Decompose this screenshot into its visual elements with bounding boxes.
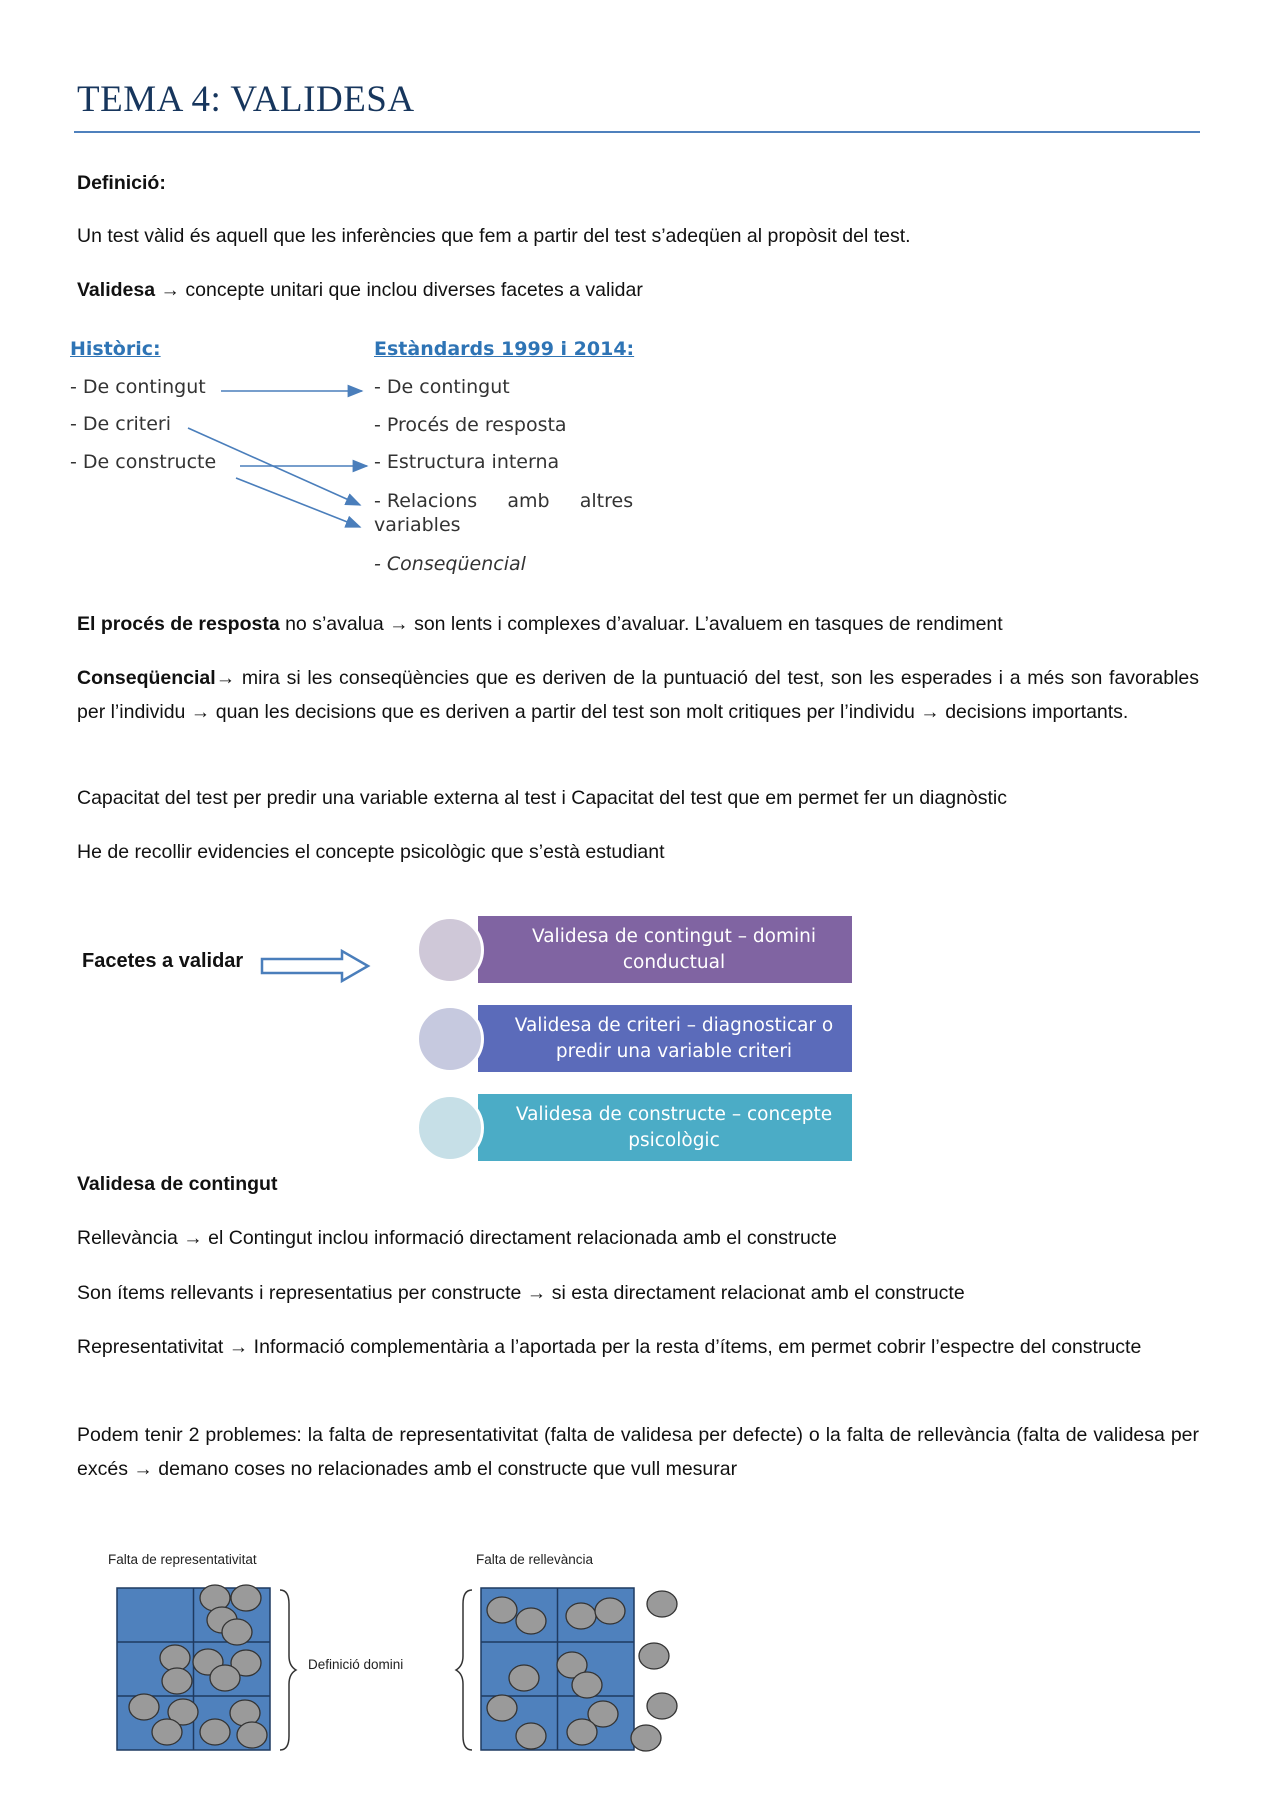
- facet-constructe-circle: [416, 1094, 484, 1162]
- facet-criteri-circle: [416, 1005, 484, 1073]
- standards-item: - Relacions amb altres: [374, 490, 634, 512]
- items-paragraph: Son ítems rellevants i representatius per constructe → si esta directament relacionat amb el constructe: [77, 1282, 965, 1304]
- right-brace: [280, 1590, 296, 1750]
- validesa-line: Validesa → concepte unitari que inclou diverses facetes a validar: [77, 279, 643, 301]
- left-figure-caption: Falta de representativitat: [108, 1552, 257, 1567]
- historic-item: - De constructe: [70, 451, 217, 473]
- historic-heading: Històric:: [70, 338, 161, 360]
- standards-heading: Estàndards 1999 i 2014:: [374, 338, 635, 360]
- historic-item: - De contingut: [70, 376, 206, 398]
- outside-items: [631, 1591, 677, 1751]
- rellevancia-paragraph: Rellevància → el Contingut inclou informació directament relacionada amb el constructe: [77, 1227, 837, 1249]
- consequencial-paragraph: Conseqüencial→ mira si les conseqüències que es deriven de la puntuació del test, son les esperades i a més son favorables per l’individu → quan les decisions que es deriven a partir del test son molt critiques per l’individu → decisions importants.: [77, 667, 1199, 723]
- standards-item: - De contingut: [374, 376, 510, 398]
- page-title: TEMA 4: VALIDESA: [77, 79, 415, 120]
- facet-contingut-circle: [416, 916, 484, 984]
- representativitat-paragraph: Representativitat → Informació complementària a l’aportada per la resta d’ítems, em permet cobrir l’espectre del constructe: [77, 1336, 1142, 1358]
- contingut-heading: Validesa de contingut: [77, 1173, 278, 1195]
- capacitat-paragraph: Capacitat del test per predir una variable externa al test i Capacitat del test que em permet fer un diagnòstic: [77, 787, 1008, 809]
- domain-figure: [0, 1570, 720, 1760]
- standards-item: - Estructura interna: [374, 451, 560, 473]
- hollow-arrow-icon: [260, 948, 372, 984]
- facet-contingut: Validesa de contingut – domini conductual: [478, 916, 852, 983]
- standards-item: - Procés de resposta: [374, 414, 567, 436]
- mapping-arrows: [0, 0, 1280, 600]
- left-brace: [456, 1590, 472, 1750]
- arrow-constructe-b: [236, 478, 360, 527]
- problemes-paragraph: Podem tenir 2 problemes: la falta de representativitat (falta de validesa per defecte) o la falta de rellevància (falta de validesa per excés → demano coses no relacionades amb el constructe que vull mesurar: [77, 1424, 1199, 1480]
- domain-definition-label: Definició domini: [308, 1657, 404, 1672]
- facetes-label: Facetes a validar: [82, 950, 244, 972]
- right-figure-caption: Falta de rellevància: [476, 1552, 594, 1567]
- facet-constructe: Validesa de constructe – concepte psicològic: [478, 1094, 852, 1161]
- recollir-paragraph: He de recollir evidencies el concepte psicològic que s’està estudiant: [77, 841, 665, 863]
- standards-item-cont: variables: [374, 514, 461, 536]
- standards-item: - Conseqüencial: [374, 553, 526, 575]
- definicio-text: Un test vàlid és aquell que les inferències que fem a partir del test s’adeqüen al propòsit del test.: [77, 225, 911, 247]
- facet-criteri: Validesa de criteri – diagnosticar o predir una variable criteri: [478, 1005, 852, 1072]
- definicio-heading: Definició:: [77, 172, 166, 194]
- historic-item: - De criteri: [70, 413, 172, 435]
- proces-paragraph: El procés de resposta no s’avalua → son lents i complexes d’avaluar. L’avaluem en tasques de rendiment: [77, 613, 1003, 635]
